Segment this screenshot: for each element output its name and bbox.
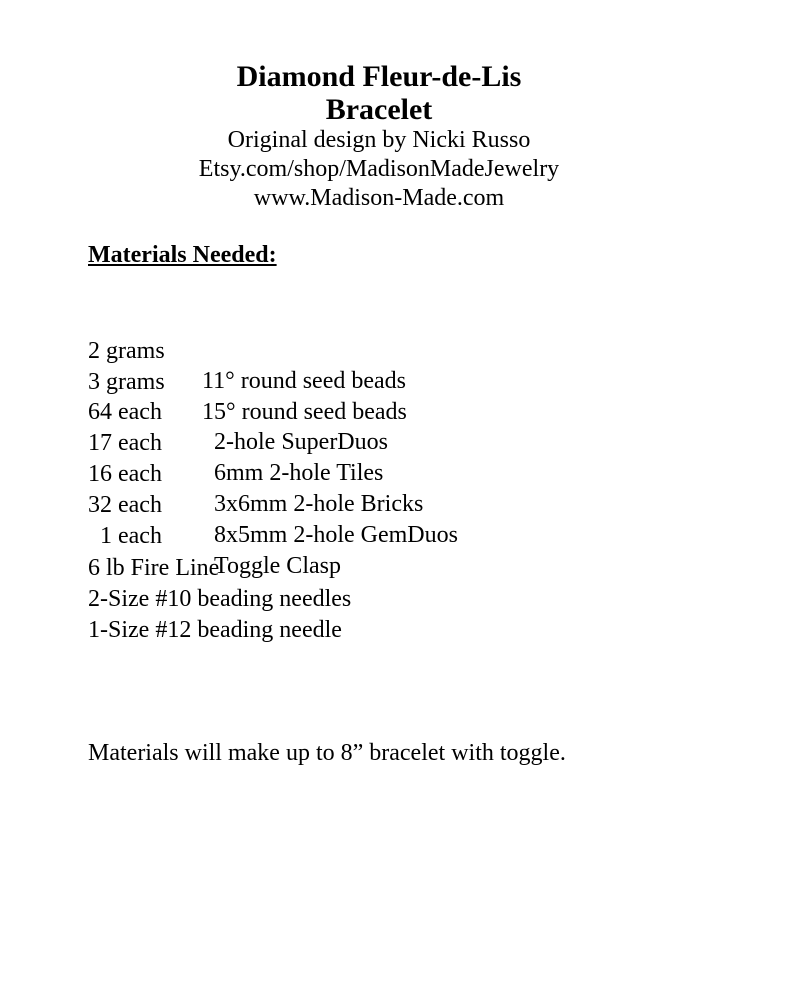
bead-description: 6mm 2-hole Tiles	[214, 460, 384, 486]
supply-item: 1-Size #12 beading needle	[88, 617, 342, 643]
bead-description: 11° round seed beads	[202, 368, 406, 394]
bead-description: 15° round seed beads	[202, 399, 407, 425]
pattern-header	[0, 60, 758, 213]
bead-quantity: 17 each	[88, 430, 162, 456]
bead-description: 2-hole SuperDuos	[214, 429, 388, 455]
designer-credit: Original design by Nicki Russo	[227, 127, 531, 153]
bead-quantity: 16 each	[88, 461, 162, 487]
bead-quantity: 3 grams	[88, 369, 165, 395]
pattern-title-line-2: Bracelet	[325, 93, 433, 126]
etsy-shop-link: Etsy.com/shop/MadisonMadeJewelry	[198, 156, 560, 182]
bead-quantity: 64 each	[88, 399, 162, 425]
bead-description: Toggle Clasp	[214, 553, 341, 579]
supply-item: 6 lb Fire Line	[88, 555, 220, 581]
bead-description: 3x6mm 2-hole Bricks	[214, 491, 424, 517]
bead-quantity: 2 grams	[88, 338, 165, 364]
materials-note: Materials will make up to 8” bracelet with toggle.	[88, 740, 566, 766]
bead-quantity: 32 each	[88, 492, 162, 518]
materials-heading: Materials Needed:	[88, 242, 277, 268]
pattern-title-line-1: Diamond Fleur-de-Lis	[236, 60, 522, 93]
bead-description: 8x5mm 2-hole GemDuos	[214, 522, 458, 548]
supply-item: 2-Size #10 beading needles	[88, 586, 352, 612]
bead-quantity: 1 each	[88, 523, 162, 549]
website-link: www.Madison-Made.com	[253, 185, 505, 211]
